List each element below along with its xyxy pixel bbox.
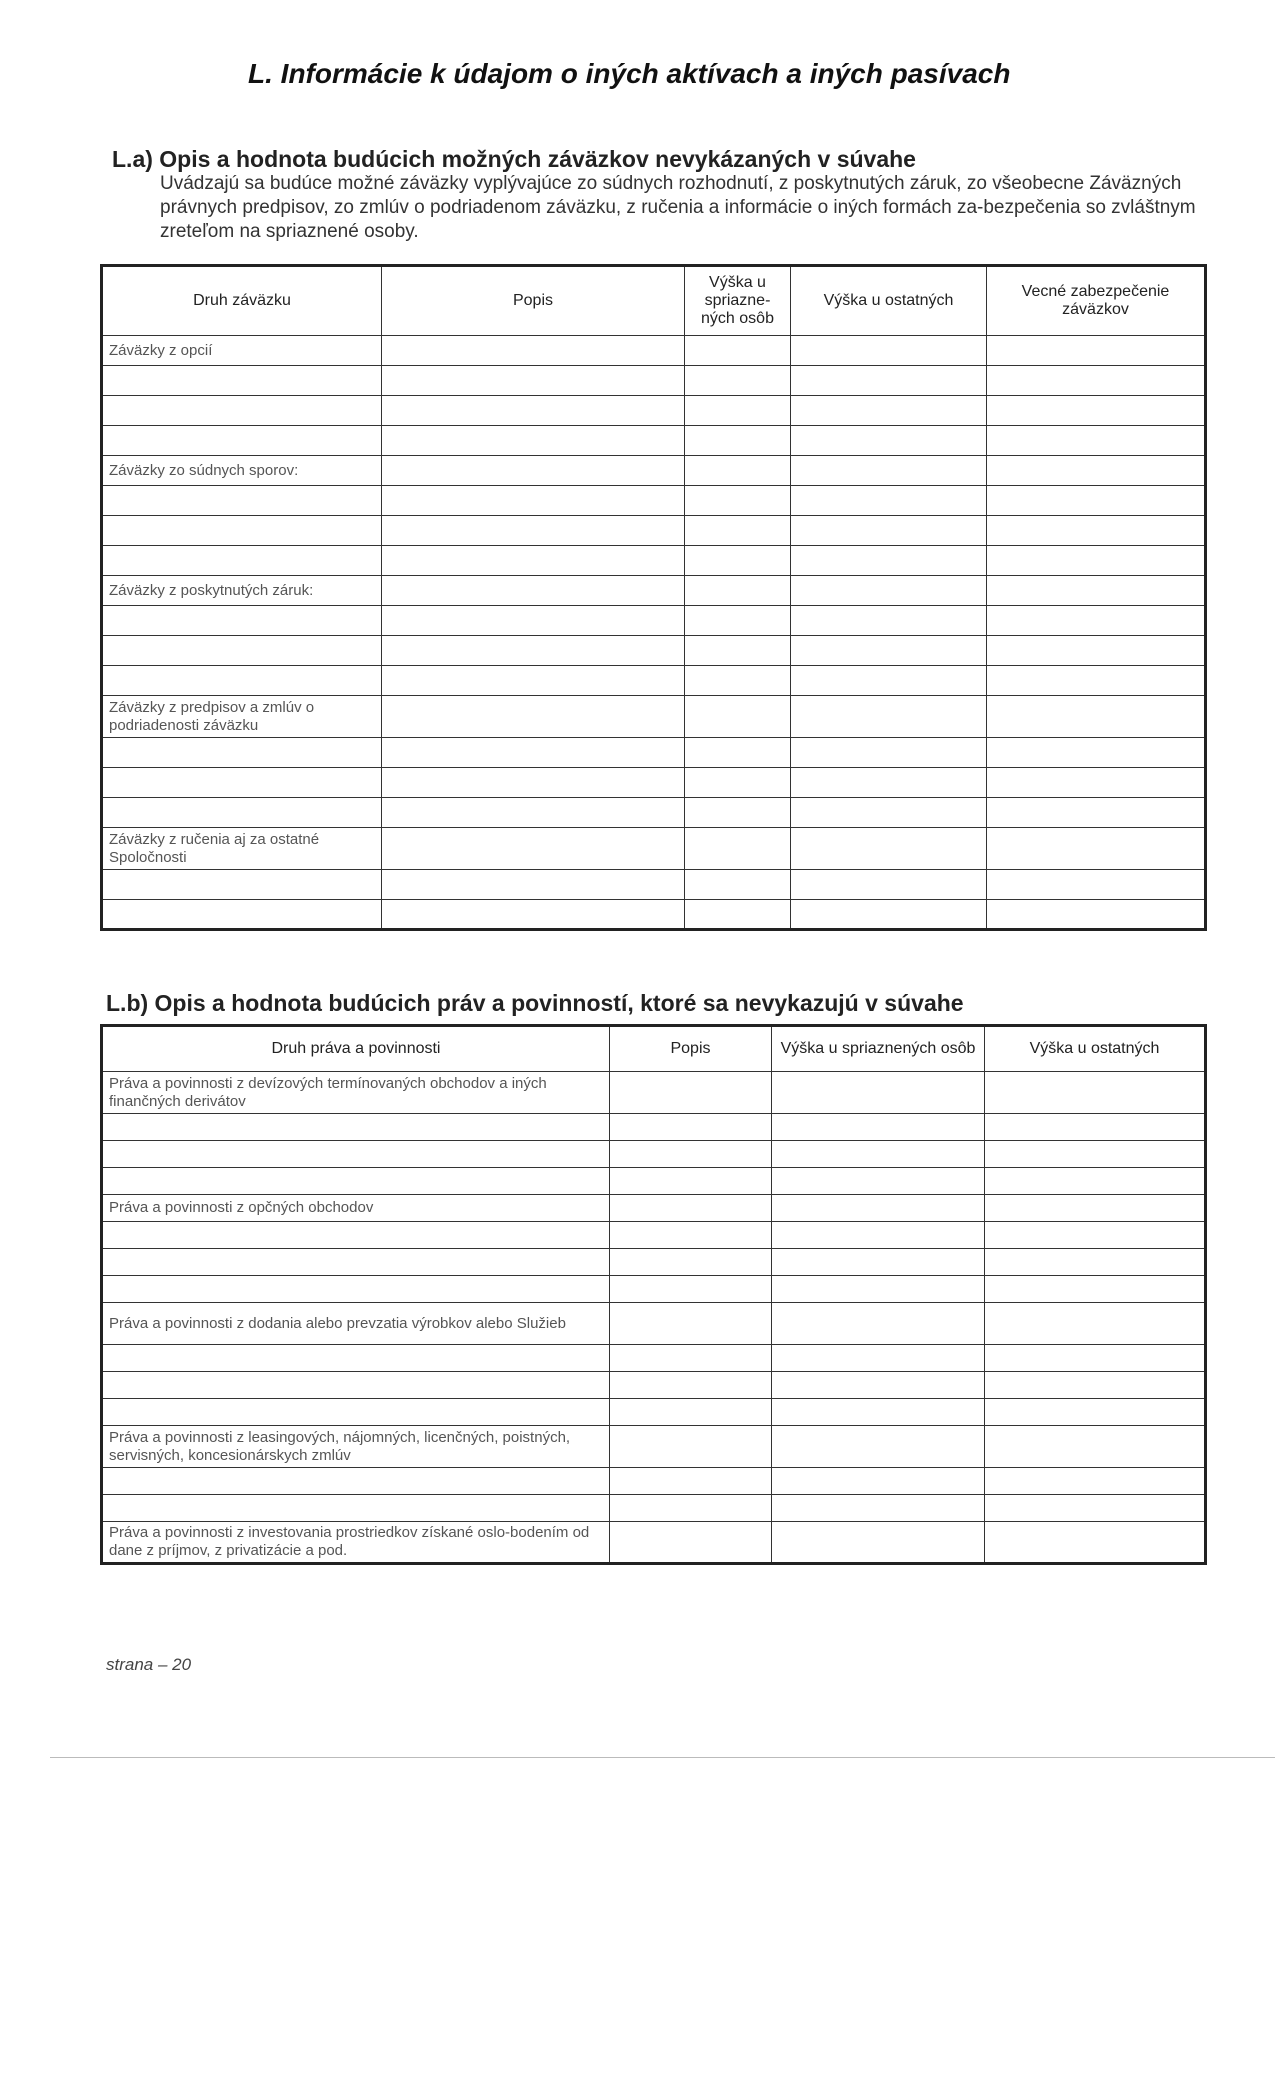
- table-cell: [610, 1222, 772, 1249]
- table-cell: [382, 636, 685, 666]
- table-cell: [610, 1114, 772, 1141]
- table-row: [102, 828, 1206, 870]
- table-cell: [685, 738, 791, 768]
- table-row: [102, 1249, 1206, 1276]
- table-cell: [102, 1141, 610, 1168]
- table-cell: [772, 1276, 985, 1303]
- table-cell: [685, 366, 791, 396]
- table-cell: [102, 768, 382, 798]
- table-cell: [685, 666, 791, 696]
- table-row: [102, 336, 1206, 366]
- header-popis: Popis: [610, 1026, 772, 1072]
- table-row: [102, 696, 1206, 738]
- table-cell: [685, 636, 791, 666]
- table-cell: [985, 1114, 1206, 1141]
- table-row: [102, 738, 1206, 768]
- table-row: [102, 1522, 1206, 1564]
- table-cell: [987, 396, 1206, 426]
- table-cell: [102, 1495, 610, 1522]
- category-label: Práva a povinnosti z investovania prostriedkov získané oslo-bodením od dane z príjmov, z privatizácie a pod.: [102, 1522, 610, 1564]
- table-cell: [985, 1303, 1206, 1345]
- section-b-heading: L.b) Opis a hodnota budúcich práv a povinností, ktoré sa nevykazujú v súvahe: [106, 990, 964, 1016]
- table-cell: [685, 426, 791, 456]
- table-cell: [985, 1426, 1206, 1468]
- table-row: [102, 1141, 1206, 1168]
- category-label: Záväzky z opcií: [102, 336, 382, 366]
- table-cell: [382, 366, 685, 396]
- table-cell: [987, 696, 1206, 738]
- category-label: Práva a povinnosti z leasingových, nájomných, licenčných, poistných, servisných, koncesionárskych zmlúv: [102, 1426, 610, 1468]
- table-cell: [685, 336, 791, 366]
- table-row: [102, 396, 1206, 426]
- table-cell: [985, 1195, 1206, 1222]
- table-cell: [772, 1072, 985, 1114]
- table-cell: [772, 1168, 985, 1195]
- table-cell: [685, 606, 791, 636]
- table-cell: [382, 666, 685, 696]
- table-cell: [987, 828, 1206, 870]
- table-cell: [791, 456, 987, 486]
- rights-obligations-table: [100, 1024, 1207, 1565]
- table-row: [102, 426, 1206, 456]
- table-cell: [791, 516, 987, 546]
- table-cell: [382, 768, 685, 798]
- table-cell: [685, 516, 791, 546]
- table-cell: [791, 900, 987, 930]
- table-cell: [382, 546, 685, 576]
- page-number: strana – 20: [106, 1655, 192, 1674]
- table-cell: [102, 798, 382, 828]
- header-popis: Popis: [382, 266, 685, 336]
- section-a-heading: L.a) Opis a hodnota budúcich možných záväzkov nevykázaných v súvahe: [112, 146, 916, 172]
- table-row: [102, 768, 1206, 798]
- table-cell: [610, 1345, 772, 1372]
- table-cell: [102, 426, 382, 456]
- table-row: [102, 546, 1206, 576]
- category-label: Práva a povinnosti z opčných obchodov: [102, 1195, 610, 1222]
- table-cell: [610, 1522, 772, 1564]
- table-cell: [772, 1495, 985, 1522]
- table-cell: [102, 1222, 610, 1249]
- table-row: [102, 666, 1206, 696]
- table-cell: [987, 516, 1206, 546]
- table-cell: [791, 666, 987, 696]
- table-row: [102, 870, 1206, 900]
- table-cell: [102, 396, 382, 426]
- table-cell: [102, 870, 382, 900]
- table-cell: [791, 426, 987, 456]
- table-cell: [772, 1468, 985, 1495]
- header-vyska-spriaznenych: Výška u spriaznených osôb: [772, 1026, 985, 1072]
- table-cell: [382, 696, 685, 738]
- section-a-intro: Uvádzajú sa budúce možné záväzky vyplývajúce zo súdnych rozhodnutí, z poskytnutých záruk, zo všeobecne Záväzných právnych predpisov, zo zmlúv o podriadenom záväzku, z ručenia a informácie o iných formách za-bezpečenia so zvláštnym zreteľom na spriaznené osoby.: [160, 173, 1196, 242]
- table-cell: [382, 738, 685, 768]
- table-cell: [985, 1222, 1206, 1249]
- table-cell: [102, 636, 382, 666]
- table-row: [102, 516, 1206, 546]
- table-cell: [102, 1114, 610, 1141]
- table-cell: [987, 456, 1206, 486]
- table-cell: [685, 798, 791, 828]
- scan-edge-divider: [50, 1757, 1275, 1758]
- table-cell: [685, 870, 791, 900]
- table-row: [102, 576, 1206, 606]
- table-row: [102, 1468, 1206, 1495]
- table-row: [102, 1372, 1206, 1399]
- table-cell: [102, 366, 382, 396]
- table-cell: [987, 900, 1206, 930]
- table-cell: [382, 336, 685, 366]
- header-vyska-ostatnych: Výška u ostatných: [985, 1026, 1206, 1072]
- table-cell: [102, 516, 382, 546]
- table-cell: [987, 798, 1206, 828]
- table-cell: [382, 396, 685, 426]
- table-cell: [772, 1426, 985, 1468]
- table-cell: [610, 1249, 772, 1276]
- table-cell: [985, 1468, 1206, 1495]
- table-cell: [102, 1249, 610, 1276]
- table-cell: [791, 486, 987, 516]
- table-cell: [791, 738, 987, 768]
- table-cell: [382, 426, 685, 456]
- table-cell: [610, 1276, 772, 1303]
- table-cell: [985, 1495, 1206, 1522]
- header-vyska-spriaznenych: Výška u spriazne-ných osôb: [685, 266, 791, 336]
- table-cell: [382, 870, 685, 900]
- table-cell: [102, 666, 382, 696]
- table-cell: [610, 1426, 772, 1468]
- table-cell: [685, 696, 791, 738]
- table-cell: [102, 486, 382, 516]
- table-cell: [985, 1249, 1206, 1276]
- table-cell: [772, 1195, 985, 1222]
- table-cell: [772, 1399, 985, 1426]
- table-cell: [791, 366, 987, 396]
- table-cell: [382, 606, 685, 636]
- table-cell: [985, 1168, 1206, 1195]
- table-cell: [610, 1195, 772, 1222]
- table-cell: [985, 1072, 1206, 1114]
- table-cell: [102, 1276, 610, 1303]
- category-label: Záväzky zo súdnych sporov:: [102, 456, 382, 486]
- table-cell: [102, 546, 382, 576]
- table-cell: [102, 738, 382, 768]
- table-cell: [987, 768, 1206, 798]
- header-druh-zavazku: Druh záväzku: [102, 266, 382, 336]
- table-cell: [685, 576, 791, 606]
- table-cell: [791, 396, 987, 426]
- table-cell: [791, 828, 987, 870]
- table-cell: [791, 636, 987, 666]
- table-cell: [772, 1372, 985, 1399]
- table-row: [102, 1426, 1206, 1468]
- table-row: [102, 606, 1206, 636]
- table-cell: [610, 1495, 772, 1522]
- table-row: [102, 798, 1206, 828]
- table-cell: [610, 1072, 772, 1114]
- table-cell: [382, 900, 685, 930]
- page-title: L. Informácie k údajom o iných aktívach a iných pasívach: [248, 58, 1011, 89]
- table-cell: [382, 576, 685, 606]
- table-cell: [985, 1522, 1206, 1564]
- table-cell: [382, 456, 685, 486]
- table-cell: [987, 738, 1206, 768]
- table-cell: [985, 1399, 1206, 1426]
- table-row: [102, 1399, 1206, 1426]
- table-row: [102, 366, 1206, 396]
- table-cell: [987, 336, 1206, 366]
- table-cell: [685, 396, 791, 426]
- table-cell: [772, 1222, 985, 1249]
- table-cell: [987, 546, 1206, 576]
- contingent-liabilities-table: [100, 264, 1207, 931]
- table-cell: [985, 1372, 1206, 1399]
- table-cell: [382, 516, 685, 546]
- table-cell: [985, 1276, 1206, 1303]
- category-label: Práva a povinnosti z devízových termínovaných obchodov a iných finančných derivátov: [102, 1072, 610, 1114]
- table-cell: [987, 606, 1206, 636]
- table-cell: [685, 486, 791, 516]
- table-row: [102, 1168, 1206, 1195]
- table-cell: [791, 606, 987, 636]
- table-cell: [987, 870, 1206, 900]
- table-cell: [791, 798, 987, 828]
- table-cell: [102, 1372, 610, 1399]
- table-row: [102, 1303, 1206, 1345]
- category-label: Práva a povinnosti z dodania alebo prevzatia výrobkov alebo Služieb: [102, 1303, 610, 1345]
- table-cell: [987, 576, 1206, 606]
- table-row: [102, 1495, 1206, 1522]
- table-cell: [102, 1468, 610, 1495]
- table-cell: [987, 666, 1206, 696]
- category-label: Záväzky z ručenia aj za ostatné Spoločnosti: [102, 828, 382, 870]
- header-vyska-ostatnych: Výška u ostatných: [791, 266, 987, 336]
- table-cell: [102, 1168, 610, 1195]
- table-cell: [772, 1114, 985, 1141]
- table-cell: [987, 426, 1206, 456]
- table-cell: [772, 1345, 985, 1372]
- table-cell: [791, 696, 987, 738]
- table-cell: [610, 1399, 772, 1426]
- table-cell: [685, 546, 791, 576]
- table-cell: [610, 1168, 772, 1195]
- table-cell: [985, 1345, 1206, 1372]
- table-row: [102, 1222, 1206, 1249]
- table-cell: [382, 798, 685, 828]
- table-cell: [987, 486, 1206, 516]
- table-cell: [102, 900, 382, 930]
- table-cell: [102, 1399, 610, 1426]
- table-cell: [685, 768, 791, 798]
- table-cell: [382, 828, 685, 870]
- table-cell: [772, 1249, 985, 1276]
- table-row: [102, 900, 1206, 930]
- table-header-row: [102, 1026, 1206, 1072]
- table-cell: [791, 576, 987, 606]
- header-vecne-zabezpecenie: Vecné zabezpečenie záväzkov: [987, 266, 1206, 336]
- table-cell: [772, 1522, 985, 1564]
- table-row: [102, 1114, 1206, 1141]
- table-row: [102, 1195, 1206, 1222]
- table-cell: [610, 1372, 772, 1399]
- table-cell: [382, 486, 685, 516]
- table-row: [102, 1345, 1206, 1372]
- table-cell: [791, 336, 987, 366]
- table-cell: [685, 900, 791, 930]
- table-cell: [791, 546, 987, 576]
- table-cell: [685, 828, 791, 870]
- table-cell: [791, 768, 987, 798]
- table-row: [102, 1072, 1206, 1114]
- table-cell: [772, 1303, 985, 1345]
- table-cell: [791, 870, 987, 900]
- table-cell: [102, 1345, 610, 1372]
- table-cell: [987, 636, 1206, 666]
- table-cell: [610, 1141, 772, 1168]
- category-label: Záväzky z poskytnutých záruk:: [102, 576, 382, 606]
- table-cell: [987, 366, 1206, 396]
- table-cell: [685, 456, 791, 486]
- category-label: Záväzky z predpisov a zmlúv o podriadenosti záväzku: [102, 696, 382, 738]
- table-row: [102, 636, 1206, 666]
- table-header-row: [102, 266, 1206, 336]
- table-row: [102, 456, 1206, 486]
- table-cell: [985, 1141, 1206, 1168]
- table-cell: [772, 1141, 985, 1168]
- table-cell: [102, 606, 382, 636]
- table-cell: [610, 1468, 772, 1495]
- table-row: [102, 1276, 1206, 1303]
- table-row: [102, 486, 1206, 516]
- table-cell: [610, 1303, 772, 1345]
- header-druh-prava: Druh práva a povinnosti: [102, 1026, 610, 1072]
